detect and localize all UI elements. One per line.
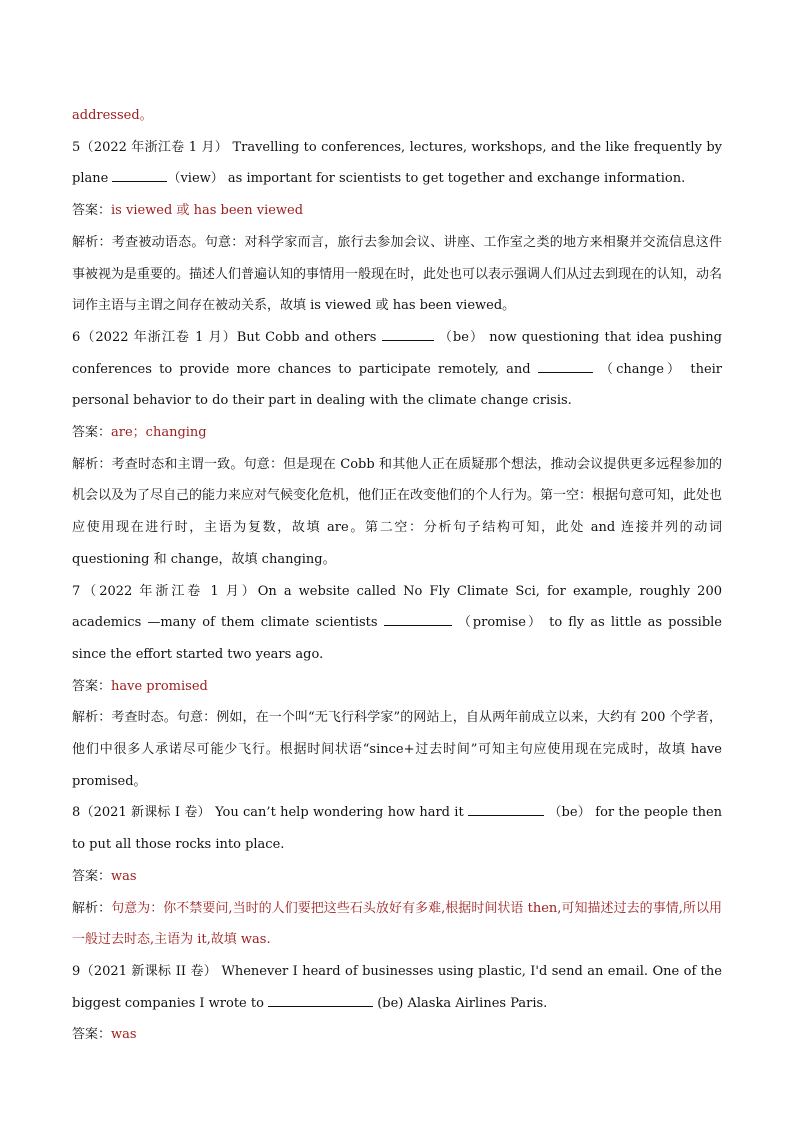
document-body — [72, 100, 722, 1051]
question-number: 7（2022 年浙江卷 1 月） — [72, 583, 258, 599]
answer-label: 答案： — [72, 1027, 112, 1043]
answer-value: is viewed 或 has been viewed — [111, 203, 304, 219]
answer-blank — [382, 328, 434, 341]
answer-line — [72, 195, 722, 227]
answer-blank — [268, 994, 373, 1007]
hint: （be） — [438, 329, 485, 345]
question-text: their personal behavior to do their part in dealing with the climate change crisis. — [72, 361, 723, 409]
answer-line — [72, 861, 722, 893]
continuation-line: addressed。 — [72, 108, 153, 123]
answer-blank — [468, 803, 544, 816]
answer-label: 答案： — [72, 425, 112, 441]
analysis-line — [72, 702, 722, 797]
answer-value: was — [111, 868, 137, 884]
question-text: Travelling to conferences, lectures, workshops, and the like frequently by plane — [72, 139, 722, 187]
analysis-label: 解析： — [72, 710, 112, 726]
question-number: 5（2022 年浙江卷 1 月） — [72, 139, 229, 155]
question-text: to fly as little as possible since the effort started two years ago. — [72, 615, 722, 662]
hint: (be) — [377, 995, 404, 1011]
question-text: now questioning that idea pushing conferences to provide more chances to participate remotely, and — [72, 329, 722, 377]
question-text: as important for scientists to get together and exchange information. — [227, 171, 686, 187]
answer-label: 答案： — [72, 678, 112, 694]
question-text: Whenever I heard of businesses using plastic, I'd send an email. One of the biggest companies I wrote to — [72, 963, 722, 1011]
question-number: 6（2022 年浙江卷 1 月） — [72, 329, 237, 345]
question-text: You can’t help wondering how hard it — [215, 805, 464, 821]
answer-line — [72, 417, 722, 449]
hint: （be） — [548, 805, 591, 821]
answer-blank — [538, 360, 593, 373]
answer-line — [72, 1019, 722, 1051]
answer-value: was — [111, 1027, 137, 1043]
analysis-label: 解析： — [72, 234, 112, 250]
question-number: 8（2021 新课标 I 卷） — [72, 805, 211, 821]
hint: （view） — [167, 171, 224, 187]
analysis-line — [72, 893, 722, 956]
analysis-text: 考查时态。句意：例如，在一个叫“无飞行科学家”的网站上，自从两年前成立以来，大约有 200 个学者，他们中很多人承诺尽可能少飞行。根据时间状语“since+过去时间”可知主句应使用现在完成时，故填 have promised。 — [72, 710, 722, 789]
question-9 — [72, 956, 722, 1019]
question-6 — [72, 322, 722, 417]
question-7 — [72, 576, 722, 671]
answer-blank — [384, 613, 452, 626]
answer-blank — [112, 169, 167, 182]
hint: （change） — [600, 361, 684, 377]
analysis-line — [72, 227, 722, 322]
analysis-text: 考查被动语态。句意：对科学家而言，旅行去参加会议、讲座、工作室之类的地方来相聚并交流信息这件事被视为是重要的。描述人们普遍认知的事情用一般现在时，此处也可以表示强调人们从过去到现在的认知，动名词作主语与主谓之间存在被动关系，故填 is viewed 或 has been viewed。 — [72, 234, 723, 314]
hint: （promise） — [457, 615, 543, 631]
question-text: On a website called No Fly Climate Sci, for example, roughly 200 academics —many of them climate scientists — [72, 583, 722, 631]
analysis-line — [72, 449, 722, 576]
answer-value: are；changing — [111, 425, 207, 441]
answer-value: have promised — [111, 678, 208, 694]
analysis-label: 解析： — [72, 456, 112, 472]
analysis-text: 考查时态和主谓一致。句意：但是现在 Cobb 和其他人正在质疑那个想法，推动会议提供更多远程参加的机会以及为了尽自己的能力来应对气候变化危机，他们正在改变他们的个人行为。第一空：根据句意可知，此处也应使用现在进行时，主语为复数，故填 are。第二空：分析句子结构可知，此处 and 连接并列的动词 questioning 和 change，故填 changing。 — [72, 456, 723, 567]
answer-label: 答案： — [72, 868, 112, 884]
question-text: Alaska Airlines Paris. — [407, 995, 548, 1011]
question-number: 9（2021 新课标 II 卷） — [72, 963, 218, 979]
answer-line — [72, 671, 722, 703]
question-5 — [72, 132, 722, 195]
question-text: for the people then to put all those rocks into place. — [72, 805, 723, 853]
question-8 — [72, 797, 722, 860]
analysis-text: 句意为：你不禁要问,当时的人们要把这些石头放好有多难,根据时间状语 then,可知描述过去的事情,所以用一般过去时态,主语为 it,故填 was. — [72, 900, 722, 948]
question-text: But Cobb and others — [236, 329, 377, 345]
answer-label: 答案： — [72, 203, 112, 219]
analysis-label: 解析： — [72, 900, 112, 916]
